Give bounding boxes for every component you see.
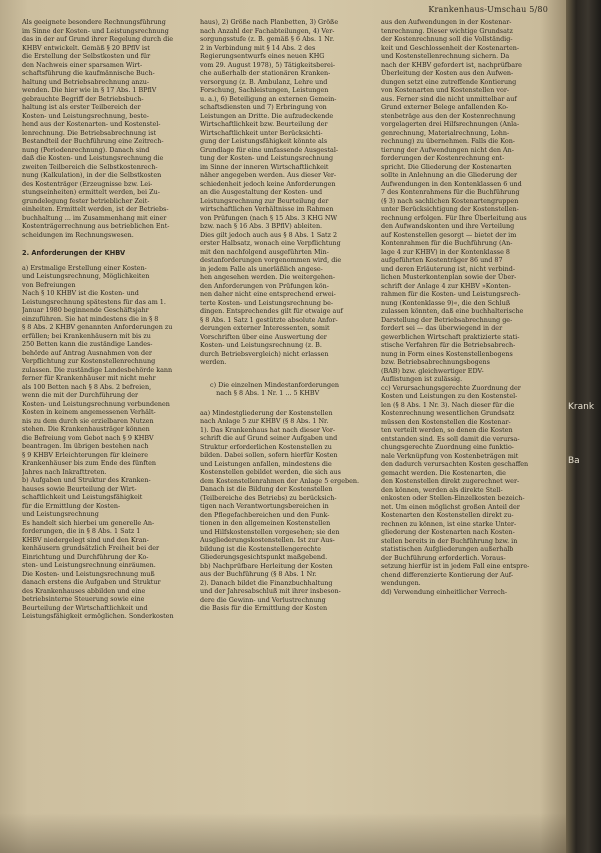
text-line: gewerblichen Wirtschaft praktizierte stati- [381,332,520,341]
text-line: von Befreiungen [22,280,76,289]
text-line: Struktur erforderlichen Kostenstellen zu [200,442,332,451]
text-line: u. a.), 6) Beteiligung an externen Gemein- [200,94,337,103]
text-line: bilden. Dabei sollen, sofern hierfür Kosten [200,451,338,459]
text-line: Beurteilung der Wirtschaftlichkeit und [22,603,148,612]
text-line: und Leistungsrechnung [22,510,99,518]
text-line: wenn die mit der Durchführung der [22,391,139,399]
text-line: rechnung) zu übernehmen. Falls die Kon- [381,137,515,145]
running-head: Krankenhaus-Umschau 5/80 [428,5,548,14]
text-line: Kosten und Leistungen zu den Kostenstel- [381,392,518,400]
text-line: 2 in Verbindung mit § 14 Abs. 2 des [200,43,316,52]
text-line: im Sinne der Kosten- und Leistungsrechnung [22,26,169,35]
text-line: Leistungsrechnung zur Beurteilung der [200,196,329,205]
text-line: die Erstellung der Selbstkosten und für [22,52,151,60]
text-line: von Kostenarten und Kostenstellen vor- [381,86,510,94]
text-line: auf Kostenstellen gesorgt — bietet der im [381,230,517,239]
col3-text [381,18,546,596]
subsection-c-heading: c) Die einzelnen Mindestanforderungen nach § 8 Abs. 1 Nr. 1 ... 5 KHBV [210,380,340,397]
text-line: fordert sei — das überwiegend in der [381,324,503,332]
text-line: lichen Musterkontenplan sowie der Über- [381,273,517,281]
column-2 [200,18,365,613]
text-line: sorgungsstufe (z. B. gemäß § 6 Abs. 1 Nr. [200,35,335,43]
text-line: tierung der Aufwendungen nicht den An- [381,145,514,154]
text-line: nung (Periodenrechnung). Danach sind [22,145,150,154]
text-line: Krankenhäuser bis zum Ende des fünften [22,459,157,467]
text-line: gliederung der Kostenarten nach Kosten- [381,528,515,536]
text-line: Kosten- und Leistungsrechnung (z. B. [200,341,322,349]
text-line: nung (Kontenklasse 9)«, die den Schluß [381,298,511,307]
text-line: genrechnung, Materialrechnung, Lohn- [381,128,510,137]
text-line: tenrechnung. Dieser wichtige Grundsatz [381,26,513,35]
text-line: (§ 3) nach sachlichen Kostenartengruppen [381,196,519,205]
text-line: net. Um einen möglichst großen Anteil der [381,502,520,511]
text-line: forderungen, die in § 8 Abs. 1 Satz 1 [22,527,141,535]
text-line: nis zu dem durch sie erzielbaren Nutzen [22,416,154,425]
text-line: werden. [200,358,227,366]
text-line: stellen bereits in der Buchführung bzw. in [381,536,518,545]
text-line: näher angegeben werden. Aus dieser Ver- [200,171,337,179]
text-line: mit den nachfolgend ausgeführten Min- [200,247,329,256]
text-line: Einrichtung und Durchführung der Ko- [22,552,149,561]
col1-text-bottom [22,264,187,621]
text-line: stungseinheiten) ermittelt werden, bei Zu- [22,188,160,196]
text-line: 7 des Kontenrahmens für die Buchführung [381,188,520,196]
text-line: Überleitung der Kosten aus den Aufwen- [381,69,514,77]
text-line: bzw. Betriebsabrechnungsbogens [381,358,490,366]
text-line: die Befreiung vom Gebot nach § 9 KHBV [22,433,154,442]
text-line: haltung und Betriebsabrechnung anzu- [22,77,150,86]
text-line: sten- und Leistungsrechnung einräumen. [22,561,156,569]
text-line: und Leistungen anfallen, mindestens die [200,459,332,468]
text-line: tung der Kosten- und Leistungsrechnung [200,154,334,162]
text-line: den Kostenstellen direkt zugerechnet wer- [381,477,520,485]
text-line: rahmen für die Kosten- und Leistungsrech- [381,290,521,298]
text-line: wendungen. [381,579,421,587]
text-line: dd) Verwendung einheitlicher Verrech- [381,587,508,596]
book-spine [566,0,601,853]
text-line: Kostenarten den Kostenstellen direkt zu- [381,511,514,519]
text-line: des Kostenträger (Erzeugnisse bzw. Lei- [22,179,153,188]
text-line: lenrechnung. Die Betriebsabrechnung ist [22,128,157,137]
text-line: derungen externer Interessenten, somit [200,324,330,332]
text-line: Kosten- und Leistungsrechnung verbundenen [22,399,170,408]
text-line: setzung hierfür ist in jedem Fall eine entspre- [381,562,530,570]
text-line: für die Ermittlung der Kosten- [22,501,121,510]
text-line: len (§ 8 Abs. 1 Nr. 3). Nach dieser für die [381,400,515,409]
text-line: cc) Verursachungsgerechte Zuordnung der [381,383,521,392]
text-line: stenbeträge aus den der Kostenrechnung [381,111,516,120]
text-line: Verpflichtung zur Kostenstellenrechnung [22,357,156,365]
text-line: Leistungsfähigkeit ermöglichen. Sonderkosten [22,612,174,620]
text-line: schiedenheit jedoch keine Anforderungen [200,179,336,188]
text-line: den dadurch verursachten Kosten geschaffen [381,460,529,468]
text-line: Wirtschaftlichkeit unter Berücksichti- [200,128,323,137]
text-line: scheidungen im Rechnungswesen. [22,230,134,239]
text-line: gebrauchte Begriff der Betriebsbuch- [22,94,144,103]
column-3 [381,18,546,596]
text-line: kenhäusern grundsätzlich Freiheit bei der [22,544,160,552]
text-line: aus. Ferner sind die nicht unmittelbar auf [381,94,517,103]
text-line: aus den Aufwendungen in der Kostenar- [381,18,512,26]
text-line: und Kostenstellenrechnung sichern. Da [381,52,510,60]
text-line: buchhaltung ... im Zusammenhang mit einer [22,213,167,222]
text-line: statistischen Aufgliederungen außerhalb [381,545,514,553]
text-line: Darstellung der Betriebsabrechnung ge- [381,315,513,324]
text-line: Es handelt sich hierbei um generelle An- [22,518,155,527]
text-line: vorgelagerten drei Hilfsrechnungen (Anla- [381,120,520,128]
text-line: schaftlichkeit und Leistungsfähigkeit [22,493,143,501]
text-line: 250 Betten kann die zuständige Landes- [22,340,153,348]
text-line: zulassen. Die zuständige Landesbehörde kann [22,365,173,374]
column-1 [22,18,187,621]
page-shadow [0,813,566,853]
text-line: destanforderungen vorgenommen wird, die [200,256,342,264]
section-heading: 2. Anforderungen der KHBV [22,249,126,257]
text-line: und der Jahresabschluß mit ihrer insbeson- [200,587,341,595]
text-line: bb) Nachprüfbare Herleitung der Kosten [200,561,333,570]
text-line: im Sinne der inneren Wirtschaftlichkeit [200,162,329,171]
text-line: der Buchführung erforderlich. Voraus- [381,553,506,562]
text-line: des Krankenhauses abbilden und eine [22,586,146,595]
text-line: in jedem Falle als unerläßlich angese- [200,264,323,273]
text-line: müssen den Kostenstellen die Kostenar- [381,417,511,426]
text-line: (Teilbereiche des Betriebs) zu berücksich- [200,493,337,502]
text-line: 1). Das Krankenhaus hat nach dieser Vor- [200,425,336,434]
text-line: gung der Leistungsfähigkeit könnte als [200,137,328,145]
text-line: dungen setzt eine zutreffende Kontierung [381,77,517,86]
text-line: Grundlage für eine umfassende Ausgestal- [200,145,339,154]
text-line: nung (Kalkulation), in der die Selbstkosten [22,171,162,179]
text-line: den können, werden als direkte Stell- [381,485,503,494]
text-line: den Aufwandskonten und ihre Verteilung [381,222,515,230]
text-line: nach Anzahl der Fachabteilungen, 4) Ver- [200,26,335,35]
text-line: gemacht werden. Die Kostenarten, die [381,468,506,477]
spine-tab-2: Ba [568,456,580,466]
text-line: den Nachweis einer sparsamen Wirt- [22,60,143,69]
text-line: nen daher nicht eine entsprechend erwei- [200,290,336,298]
text-line: sollte in Anlehnung an die Gliederung der [381,171,518,179]
text-line: erster Halbsatz, wonach eine Verpflichtung [200,239,341,247]
text-line: Ausgliederungskostenstellen. Ist zur Aus- [200,536,335,544]
text-line: Nach § 10 KHBV ist die Kosten- und [22,289,139,297]
text-line: den Anforderungen von Prüfungen kön- [200,281,329,290]
text-line: entstanden sind. Es soll damit die verursa- [381,434,520,443]
text-line: terte Kosten- und Leistungsrechnung be- [200,298,334,307]
text-line: hen angesehen werden. Die weitergehen- [200,273,336,281]
text-line: bzw. nach § 16 Abs. 3 BPflV) ableiten. [200,222,323,230]
text-line: und Hilfskostenstellen vorgesehen; sie den [200,527,340,536]
text-line: keit und Geschlossenheit der Kostenarten- [381,43,520,52]
text-line: forderungen der Kostenrechnung ent- [381,154,505,162]
text-line: nale Verknüpfung von Kostenbeträgen mit [381,451,519,460]
text-line: Gliederungsgesichtspunkt maßgebend. [200,553,328,561]
text-line: dingen. Entsprechendes gilt für etwaige auf [200,307,343,315]
text-line: das in der auf Grund ihrer Regelung durch die [22,35,174,43]
text-line: einheiten. Ermittelt werden, ist der Betriebs- [22,205,169,213]
text-line: Wirtschaftlichkeit bzw. Beurteilung der [200,120,328,128]
text-line: enkosten oder Stellen-Einzelkosten bezeich- [381,494,525,502]
text-line: nach der KHBV gefordert ist, nachprüfbare [381,60,522,69]
text-line: schaftsführung die kaufmännische Buch- [22,69,155,77]
text-line: betriebsinterne Steuerung sowie eine [22,595,145,603]
text-line: ferner für Krankenhäuser mit nicht mehr [22,374,156,382]
text-line: Grund externer Belege anfallenden Ko- [381,103,509,111]
text-line: Auflistungen ist zulässig. [381,375,463,383]
text-line: Vorschriften über eine Auswertung der [200,332,327,341]
text-line: beantragen. Im übrigen bestehen nach [22,442,149,450]
text-line: § 8 Abs. 2 KHBV genannten Anforderungen zu [22,323,173,331]
text-line: nung in Form eines Kostenstellenbogens [381,349,513,358]
text-line: aa) Mindestgliederung der Kostenstellen [200,408,333,417]
text-line: als 100 Betten nach § 8 Abs. 2 befreien, [22,382,152,391]
text-line: behörde auf Antrag Ausnahmen von der [22,348,152,357]
text-line: Als geeignete besondere Rechnungsführung [22,18,166,26]
text-line: Kostenstellen gebildet werden, die sich aus [200,468,341,476]
text-line: dem Kostenstellenrahmen der Anlage 5 ergeben. [200,476,360,485]
text-line: a) Erstmalige Erstellung einer Kosten- [22,263,147,272]
text-line: daß die Kosten- und Leistungsrechnung die [22,154,164,162]
text-line: den Pflegefachbereichen und den Funk- [200,510,330,519]
text-line: zulassen könnten, daß eine buchhalterische [381,307,524,315]
text-line: rechnung erfolgen. Für Ihre Überleitung aus [381,213,527,222]
text-line: Forschung, Sachleistungen, Leistungen [200,86,329,94]
text-line: § 8 Abs. 1 Satz 1 gestützte absolute Anfor- [200,315,338,324]
text-line: spricht. Die Gliederung der Kostenarten [381,162,512,171]
text-line: Jahres nach Inkrafttreten. [22,467,107,476]
text-line: schrift die auf Grund seiner Aufgaben und [200,434,338,442]
text-line: aus der Buchführung (§ 8 Abs. 1 Nr. [200,570,317,578]
text-line: versorgung (z. B. Ambulanz, Lehre und [200,77,328,86]
text-line: vom 29. August 1978), 5) Tätigkeitsberei- [200,60,336,69]
text-line: Bestandteil der Buchführung eine Zeitrech- [22,137,164,145]
text-line: grundelegung fester betrieblicher Zeit- [22,196,150,205]
text-line: schrift der Anlage 4 zur KHBV »Konten- [381,281,511,290]
text-line: Januar 1980 beginnende Geschäftsjahr [22,306,149,314]
text-line: unter Berücksichtigung der Kostenstellen- [381,205,519,213]
text-line: haus), 2) Größe nach Planbetten, 3) Größe [200,18,339,26]
text-line: che außerhalb der stationären Kranken- [200,69,331,77]
spine-tab-1: Krank [568,402,595,412]
text-line: tionen in den allgemeinen Kostenstellen [200,519,331,527]
text-line: lage 4 zur KHBV) in der Kontenklasse 8 [381,247,510,256]
text-line: hauses sowie Beurteilung der Wirt- [22,484,137,493]
text-line: und deren Erläuterung ist, nicht verbind- [381,264,516,273]
text-line: durch Betriebsvergleich) nicht erlassen [200,349,329,358]
text-line: und Leistungsrechnung, Möglichkeiten [22,272,150,280]
text-line: 2). Danach bildet die Finanzbuchhaltung [200,578,333,587]
text-line: bildung ist die Kostenstellengerechte [200,544,322,553]
text-line: stische Verfahren für die Betriebsabrech- [381,341,516,349]
text-line: danach erstens die Aufgaben und Struktur [22,578,161,586]
text-line: wenden. Die hier wie in § 17 Abs. 1 BPflV [22,86,157,94]
text-line: an die Ausgestaltung der Kosten- und [200,188,323,196]
text-line: chend differenzierte Kontierung der Auf- [381,570,514,579]
text-line: der Kostenrechnung soll die Vollständig- [381,35,513,43]
text-line: stehen. Die Krankenhausträger können [22,425,150,433]
text-line: Leistungen an Dritte. Die aufzudeckende [200,111,334,120]
text-line: die Basis für die Ermittlung der Kosten [200,604,328,612]
text-line: wirtschaftlichen Verhältnisse im Rahmen [200,205,334,213]
text-line: Aufwendungen in den Kontenklassen 6 und [381,179,522,188]
text-line: ten verteilt werden, so denen die Kosten [381,426,513,434]
text-line: zweiten Teilbereich die Selbstkostenrech- [22,162,158,171]
text-line: erfüllen; bei Krankenhäusern mit bis zu [22,331,151,340]
text-line: aufgeführten Kostenträger 86 und 87 [381,256,503,264]
text-line: Die Kosten- und Leistungsrechnung muß [22,569,155,578]
text-line: chungsgerechte Zuordnung eine funktio- [381,443,514,451]
text-line: KHBV niedergelegt sind und den Kran- [22,535,149,544]
text-line: Regierungsentwurfs eines neuen KHG [200,52,325,60]
text-line: Leistungsrechnung spätestens für das am 1. [22,297,166,306]
text-line: haltung ist als erster Teilbereich der [22,103,141,111]
text-line: Kostenrechnung wesentlichen Grundsatz [381,409,515,417]
col2-text-top [200,18,365,367]
text-line: Kostenträgerrechnung aus betrieblichen Ent- [22,222,170,230]
text-line: Kosten- und Leistungsrechnung, beste- [22,111,149,120]
text-line: (BAB) bzw. gleichwertiger EDV- [381,366,484,375]
text-line: KHBV entwickelt. Gemäß § 20 BPflV ist [22,43,150,52]
text-line: Kontenrahmen für die Buchführung (An- [381,239,513,247]
text-line: nach Anlage 5 zur KHBV (§ 8 Abs. 1 Nr. [200,417,329,425]
text-line: Dies gilt jedoch auch aus § 8 Abs. 1 Satz 2 [200,230,338,239]
text-line: Kosten in keinem angemessenen Verhält- [22,408,156,416]
text-line: Danach ist die Bildung der Kostenstellen [200,485,333,493]
col1-text-top [22,18,187,239]
text-line: tigen nach Verantwortungsbereichen in [200,502,329,510]
text-line: rechnen zu können, ist eine starke Unter- [381,519,517,528]
text-line: von Prüfungen (nach § 15 Abs. 3 KHG NW [200,213,338,222]
text-line: dere die Gewinn- und Verlustrechnung [200,595,326,604]
text-line: b) Aufgaben und Struktur des Kranken- [22,476,151,484]
col2-text-bottom [200,409,365,613]
text-line: § 9 KHBV Erleichterungen für kleinere [22,450,148,459]
text-line: einzuführen. Sie hat mindestens die in § 8 [22,314,159,323]
text-line: hend aus der Kostenarten- und Kostenstel- [22,120,161,128]
text-line: schaftsdiensten und 7) Erbringung von [200,103,327,111]
